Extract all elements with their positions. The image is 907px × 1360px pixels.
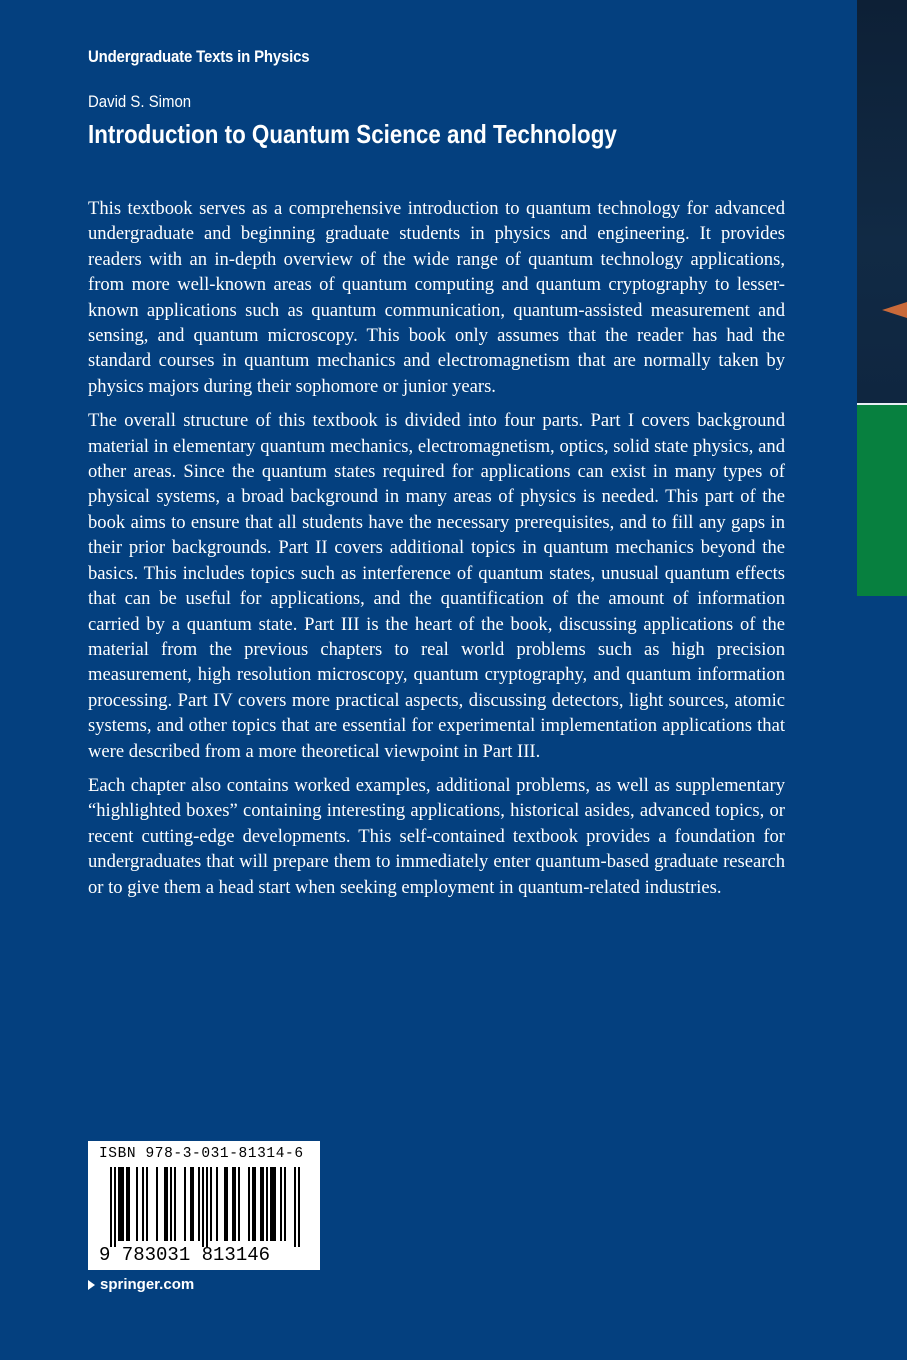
barcode-bar xyxy=(184,1167,186,1241)
barcode-bar xyxy=(266,1167,268,1241)
spine-edge-dark xyxy=(857,0,907,403)
barcode-bar xyxy=(164,1167,166,1241)
barcode-bar xyxy=(206,1167,208,1247)
barcode-bar xyxy=(190,1167,192,1241)
series-name: Undergraduate Texts in Physics xyxy=(88,47,310,66)
barcode-bar xyxy=(136,1167,138,1241)
barcode-bar xyxy=(166,1167,168,1241)
barcode-bar xyxy=(248,1167,250,1241)
barcode-bar xyxy=(238,1167,240,1241)
spine-edge-green xyxy=(857,405,907,596)
barcode-bar xyxy=(232,1167,234,1241)
author-name: David S. Simon xyxy=(88,92,192,111)
barcode-bar xyxy=(262,1167,264,1241)
barcode-bar xyxy=(174,1167,176,1241)
spine-accent-shape xyxy=(882,302,907,318)
barcode-bar xyxy=(114,1167,116,1247)
barcode-bar xyxy=(156,1167,158,1241)
barcode-bar xyxy=(210,1167,212,1241)
barcode-bar xyxy=(272,1167,274,1241)
barcode-bar xyxy=(126,1167,128,1241)
barcode-bar xyxy=(284,1167,286,1241)
isbn-label: ISBN 978-3-031-81314-6 xyxy=(99,1146,304,1162)
blurb-text xyxy=(88,196,785,909)
book-title: Introduction to Quantum Science and Technology xyxy=(88,119,617,149)
barcode-bar xyxy=(216,1167,218,1241)
barcode-bar xyxy=(142,1167,144,1241)
barcode-bar xyxy=(192,1167,194,1241)
triangle-right-icon xyxy=(88,1280,95,1290)
barcode-digits: 9 783031 813146 xyxy=(99,1244,271,1266)
barcode-bar xyxy=(274,1167,276,1241)
barcode-bar xyxy=(146,1167,148,1241)
barcode-bar xyxy=(118,1167,120,1241)
barcode-bar xyxy=(120,1167,122,1241)
barcode-bar xyxy=(234,1167,236,1241)
barcode-bar xyxy=(128,1167,130,1241)
blurb-paragraph: Each chapter also contains worked examples, additional problems, as well as supplementary “highlighted boxes” containing interesting applications, historical asides, advanced topics, or recent cutting-edge developments. This self-contained textbook provides a foundation for undergraduates that will prepare them to immediately enter quantum-based graduate research or to give them a head start when seeking employment in quantum-related industries. xyxy=(88,774,785,898)
barcode-bar xyxy=(198,1167,200,1241)
barcode-bar xyxy=(170,1167,172,1241)
blurb-paragraph: The overall structure of this textbook is divided into four parts. Part I covers background material in elementary quantum mechanics, electromagnetism, optics, solid state physics, and other areas. Since the quantum states required for applications can exist in many types of physical systems, a broad background in many areas of physics is needed. This part of the book aims to ensure that all students have the necessary prerequisites, and to fill any gaps in their prior backgrounds. Part II covers additional topics in quantum mechanics beyond the basics. This includes topics such as interference of quantum states, unusual quantum effects that can be useful for applications, and the quantification of the amount of information carried by a quantum state. Part III is the heart of the book, discussing applications of the material from the previous chapters to real world problems such as high precision measurement, high resolution microscopy, quantum cryptography, and quantum information processing. Part IV covers more practical aspects, discussing detectors, light sources, atomic systems, and other topics that are essential for experimental implementation applications that were described from a more theoretical viewpoint in Part III. xyxy=(88,410,785,762)
publisher-website: springer.com xyxy=(100,1276,195,1293)
barcode-bars xyxy=(88,1167,320,1247)
barcode-bar xyxy=(280,1167,282,1241)
barcode-bar xyxy=(110,1167,112,1247)
barcode-bar xyxy=(252,1167,254,1241)
barcode-bar xyxy=(224,1167,226,1241)
blurb-paragraph: This textbook serves as a comprehensive introduction to quantum technology for advanced undergraduate and beginning graduate students in physics and engineering. It provides readers with an in-depth overview of the wide range of quantum technology applications, from more well-known areas of quantum computing and quantum cryptography to lesser-known applications such as quantum communication, quantum-assisted measurement and sensing, and quantum microscopy. This book only assumes that the reader has had the standard courses in quantum mechanics and electromagnetism that are normally taken by physics majors during their sophomore or junior years. xyxy=(88,198,785,397)
barcode xyxy=(88,1141,320,1270)
barcode-bar xyxy=(270,1167,272,1241)
barcode-bar xyxy=(260,1167,262,1241)
barcode-bar xyxy=(294,1167,296,1247)
barcode-bar xyxy=(202,1167,204,1247)
barcode-bar xyxy=(226,1167,228,1241)
barcode-bar xyxy=(298,1167,300,1247)
barcode-bar xyxy=(254,1167,256,1241)
publisher-link[interactable] xyxy=(88,1276,194,1293)
barcode-bar xyxy=(122,1167,124,1241)
